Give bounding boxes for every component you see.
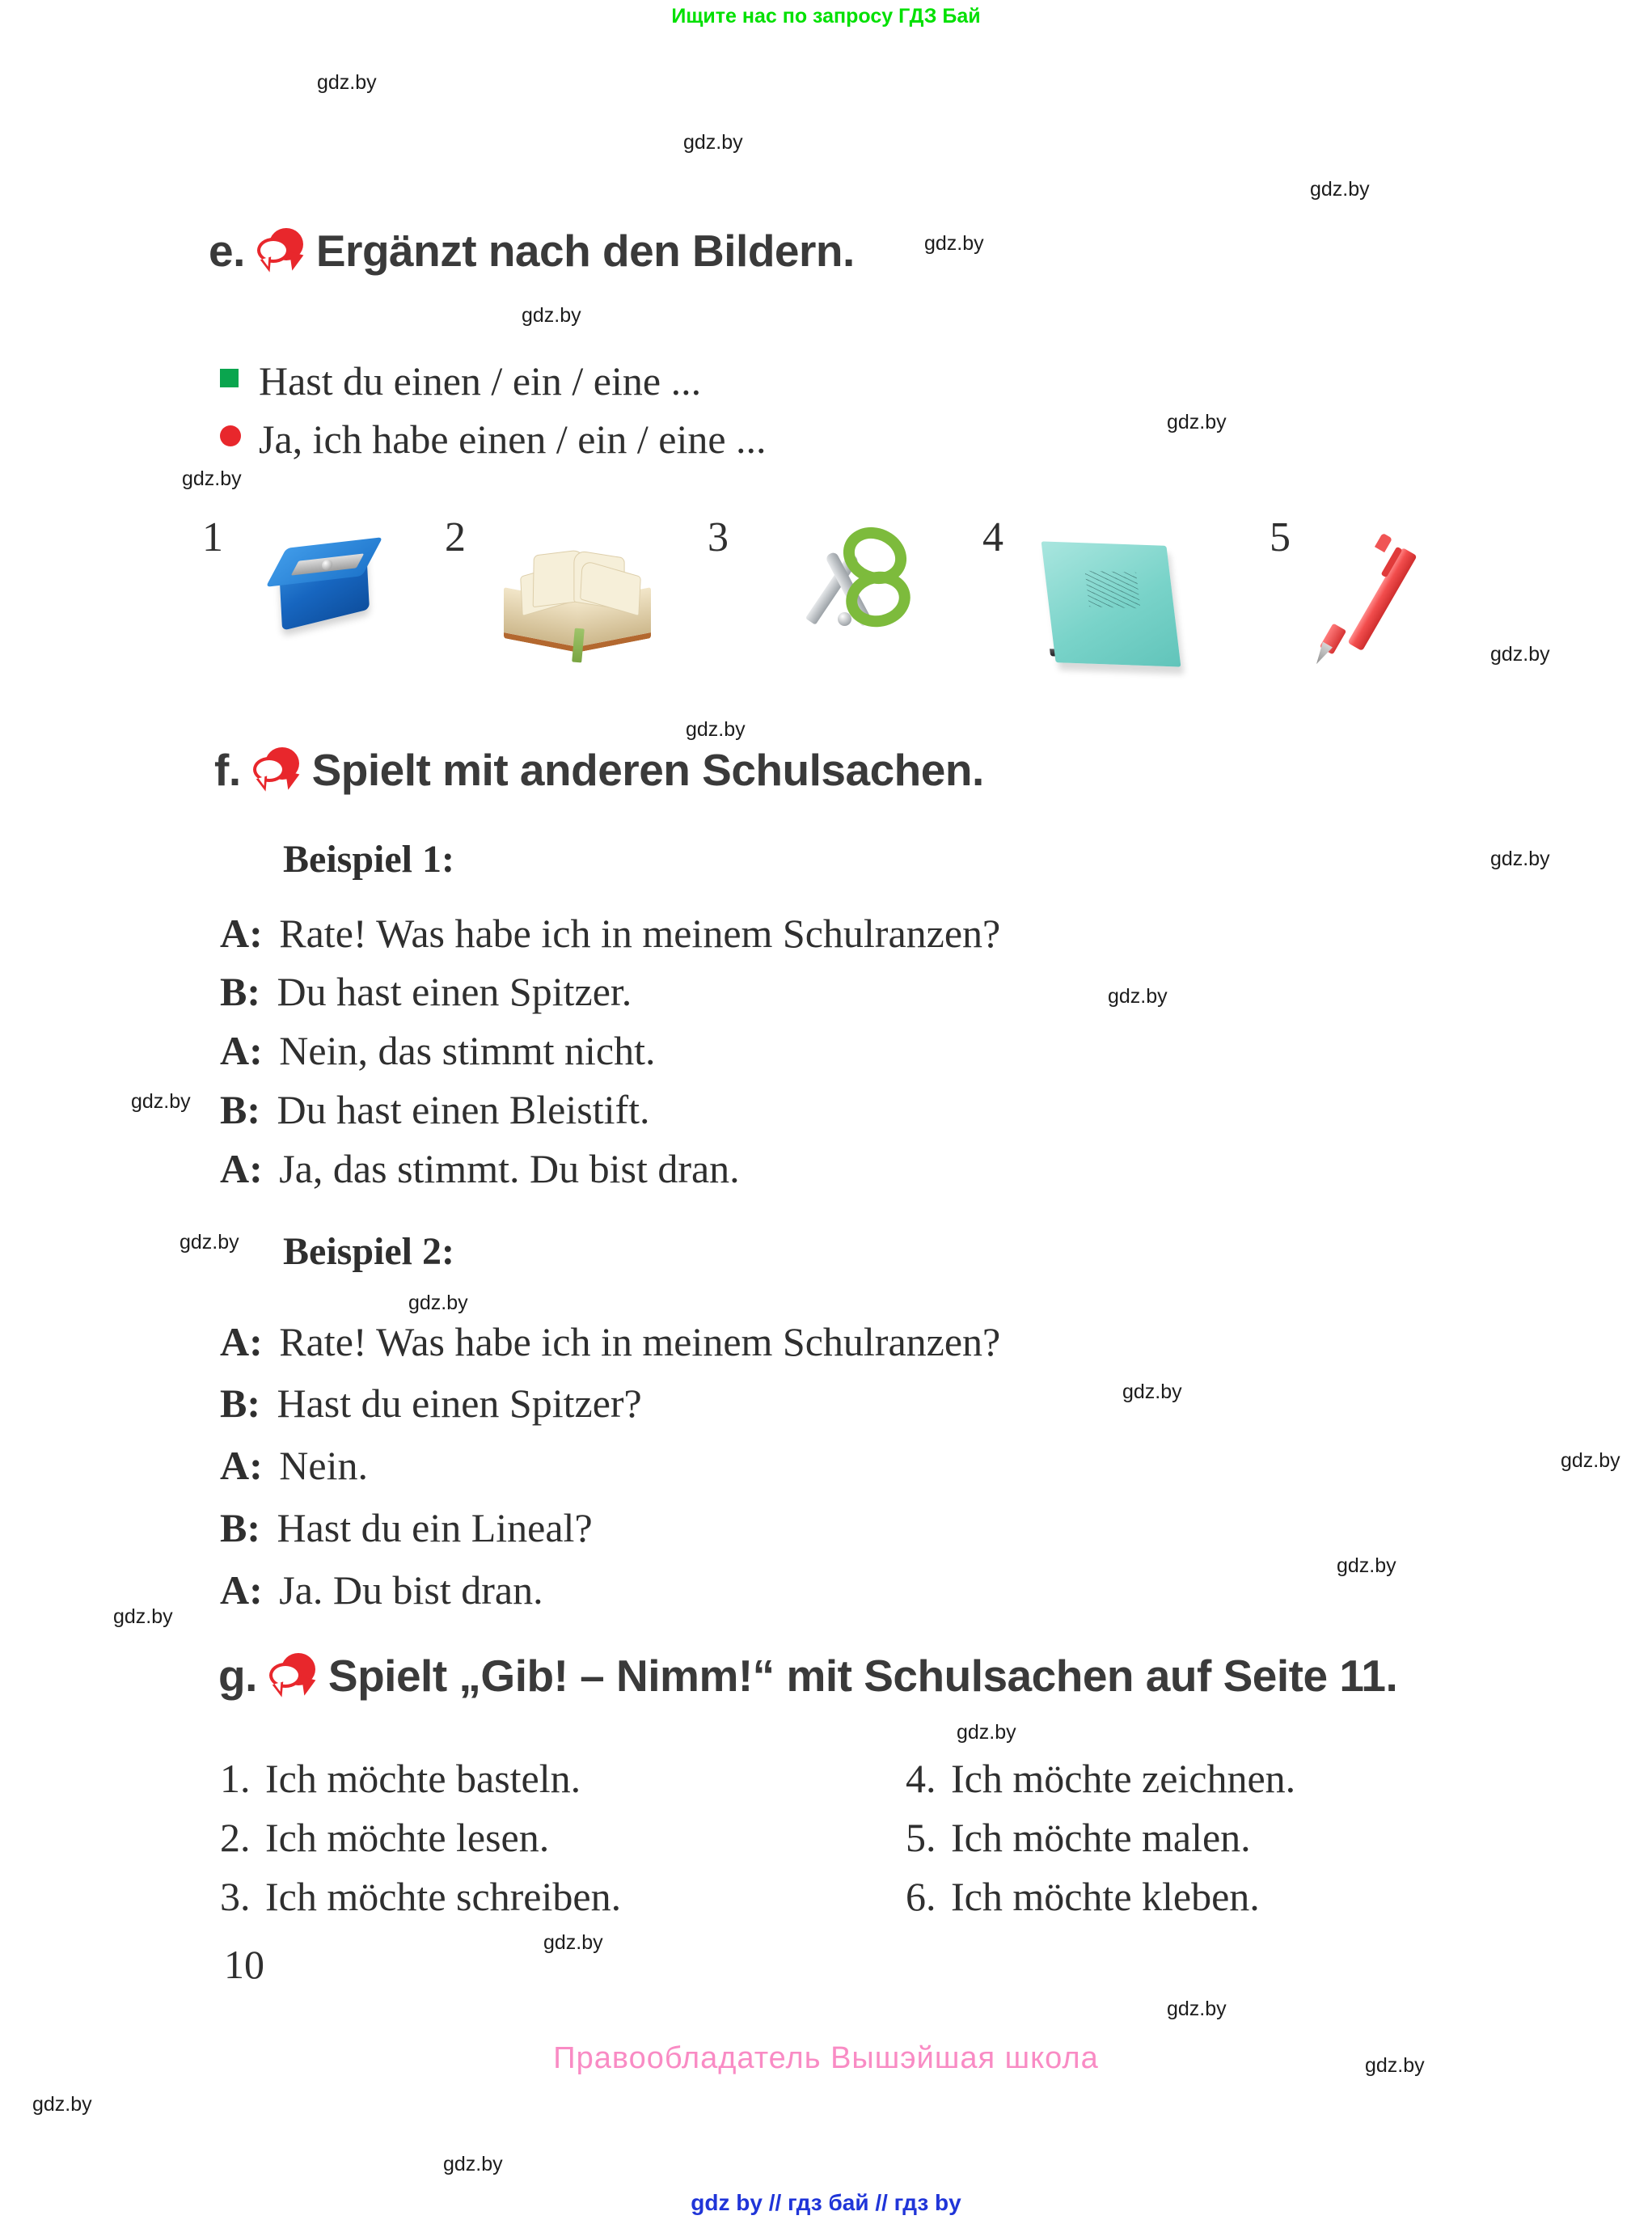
- task-g-heading: [218, 1650, 1397, 1702]
- wish-number: 6.: [906, 1874, 936, 1919]
- picture-number: 3: [708, 514, 729, 560]
- wish-number: 5.: [906, 1815, 936, 1860]
- watermark: gdz.by: [1490, 848, 1550, 870]
- speech-bubbles-icon: [252, 746, 301, 794]
- scissors-icon: [752, 522, 930, 671]
- dialogue-text: Ja. Du bist dran.: [279, 1567, 543, 1613]
- model-line-text: Hast du einen / ein / eine ...: [259, 358, 702, 404]
- beispiel-1-label: Beispiel 1:: [283, 838, 454, 881]
- dialogue-line: [220, 1442, 368, 1489]
- wish-item: [220, 1814, 549, 1861]
- site-links-footer: gdz by // гдз бай // гдз by: [691, 2190, 961, 2215]
- dialogue-line: [220, 968, 632, 1015]
- dialogue-line: [220, 1086, 650, 1133]
- task-e-title: Ergänzt nach den Bildern.: [315, 226, 855, 276]
- wish-item: [906, 1873, 1260, 1920]
- watermark: gdz.by: [1122, 1380, 1182, 1403]
- watermark: gdz.by: [317, 71, 377, 94]
- watermark: gdz.by: [1337, 1554, 1396, 1577]
- task-f-heading: [214, 744, 984, 796]
- wish-number: 3.: [220, 1874, 251, 1919]
- watermark: gdz.by: [957, 1721, 1016, 1744]
- dialogue-line: [220, 910, 1000, 957]
- speech-bubbles-icon: [256, 226, 305, 275]
- dialogue-text: Nein.: [279, 1443, 368, 1488]
- watermark: gdz.by: [686, 718, 746, 741]
- picture-strip: [202, 505, 1536, 691]
- dialogue-text: Du hast einen Spitzer.: [277, 969, 632, 1014]
- model-line-text: Ja, ich habe einen / ein / eine ...: [259, 416, 767, 462]
- watermark: gdz.by: [1365, 2054, 1425, 2077]
- wish-item: [906, 1755, 1295, 1802]
- task-g-letter: g.: [218, 1651, 257, 1701]
- dialogue-text: Hast du einen Spitzer?: [277, 1380, 642, 1426]
- watermark: gdz.by: [408, 1292, 468, 1314]
- speaker-label: B:: [220, 1505, 260, 1550]
- dialogue-text: Rate! Was habe ich in meinem Schulranzen?: [279, 911, 1001, 956]
- watermark: gdz.by: [1561, 1449, 1620, 1472]
- wish-item: [220, 1873, 621, 1920]
- watermark: gdz.by: [1490, 643, 1550, 666]
- task-g-title: Spielt „Gib! – Nimm!“ mit Schulsachen auf Seite 11.: [327, 1651, 1398, 1701]
- dialogue-text: Rate! Was habe ich in meinem Schulranzen?: [279, 1319, 1001, 1364]
- beispiel-2-label: Beispiel 2:: [283, 1230, 454, 1273]
- wish-text: Ich möchte malen.: [951, 1815, 1251, 1860]
- task-f-letter: f.: [214, 745, 241, 795]
- wish-text: Ich möchte kleben.: [951, 1874, 1260, 1919]
- watermark: gdz.by: [1167, 411, 1227, 433]
- watermark: gdz.by: [1310, 178, 1370, 201]
- wish-number: 2.: [220, 1815, 251, 1860]
- speech-bubbles-icon: [268, 1651, 317, 1700]
- watermark: gdz.by: [32, 2093, 92, 2116]
- speaker-label: A:: [220, 1443, 263, 1488]
- speaker-label: A:: [220, 1146, 263, 1191]
- dialogue-text: Nein, das stimmt nicht.: [279, 1028, 656, 1073]
- dialogue-line: [220, 1318, 1000, 1365]
- picture-number: 5: [1270, 514, 1291, 560]
- dialogue-text: Du hast einen Bleistift.: [277, 1087, 650, 1132]
- dialogue-text: Ja, das stimmt. Du bist dran.: [279, 1146, 740, 1191]
- dialogue-line: [220, 1380, 642, 1427]
- wish-text: Ich möchte basteln.: [265, 1756, 581, 1801]
- page-number: 10: [224, 1942, 264, 1987]
- speaker-label: B:: [220, 1380, 260, 1426]
- speaker-label: A:: [220, 1319, 263, 1364]
- wish-number: 4.: [906, 1756, 936, 1801]
- wish-number: 1.: [220, 1756, 251, 1801]
- wish-text: Ich möchte zeichnen.: [951, 1756, 1296, 1801]
- task-f-title: Spielt mit anderen Schulsachen.: [311, 745, 984, 795]
- wish-text: Ich möchte lesen.: [265, 1815, 550, 1860]
- speaker-label: B:: [220, 1087, 260, 1132]
- dialogue-line: [220, 1567, 543, 1613]
- picture-number: 2: [445, 514, 466, 560]
- watermark: gdz.by: [1108, 985, 1168, 1008]
- open-book-icon: [489, 522, 667, 671]
- watermark: gdz.by: [543, 1931, 603, 1954]
- speaker-label: A:: [220, 1028, 263, 1073]
- promo-banner: Ищите нас по запросу ГДЗ Бай: [671, 5, 981, 27]
- picture-number: 1: [202, 514, 223, 560]
- picture-number: 4: [982, 514, 1003, 560]
- watermark: gdz.by: [522, 304, 581, 327]
- watermark: gdz.by: [180, 1231, 239, 1254]
- watermark: gdz.by: [113, 1605, 173, 1628]
- watermark: gdz.by: [182, 467, 242, 490]
- watermark: gdz.by: [924, 232, 984, 255]
- copyright-notice: Правообладатель Вышэйшая школа: [553, 2041, 1099, 2075]
- wish-item: [220, 1755, 581, 1802]
- model-line-answer: [220, 416, 767, 463]
- dialogue-line: [220, 1027, 656, 1074]
- watermark: gdz.by: [683, 131, 743, 154]
- watermark: gdz.by: [1167, 1998, 1227, 2020]
- pencil-sharpener-icon: [247, 522, 425, 671]
- watermark: gdz.by: [131, 1090, 191, 1113]
- speaker-label: A:: [220, 911, 263, 956]
- dialogue-text: Hast du ein Lineal?: [277, 1505, 593, 1550]
- dialogue-line: [220, 1145, 740, 1192]
- speaker-label: B:: [220, 969, 260, 1014]
- model-line-question: [220, 357, 701, 404]
- task-e-heading: [209, 225, 855, 277]
- ballpoint-pen-icon: [1314, 522, 1492, 671]
- wish-text: Ich möchte schreiben.: [265, 1874, 622, 1919]
- dialogue-line: [220, 1504, 593, 1551]
- task-e-letter: e.: [209, 226, 245, 276]
- watermark: gdz.by: [443, 2153, 503, 2175]
- exercise-book-icon: [1027, 522, 1205, 671]
- wish-item: [906, 1814, 1251, 1861]
- speaker-label: A:: [220, 1567, 263, 1613]
